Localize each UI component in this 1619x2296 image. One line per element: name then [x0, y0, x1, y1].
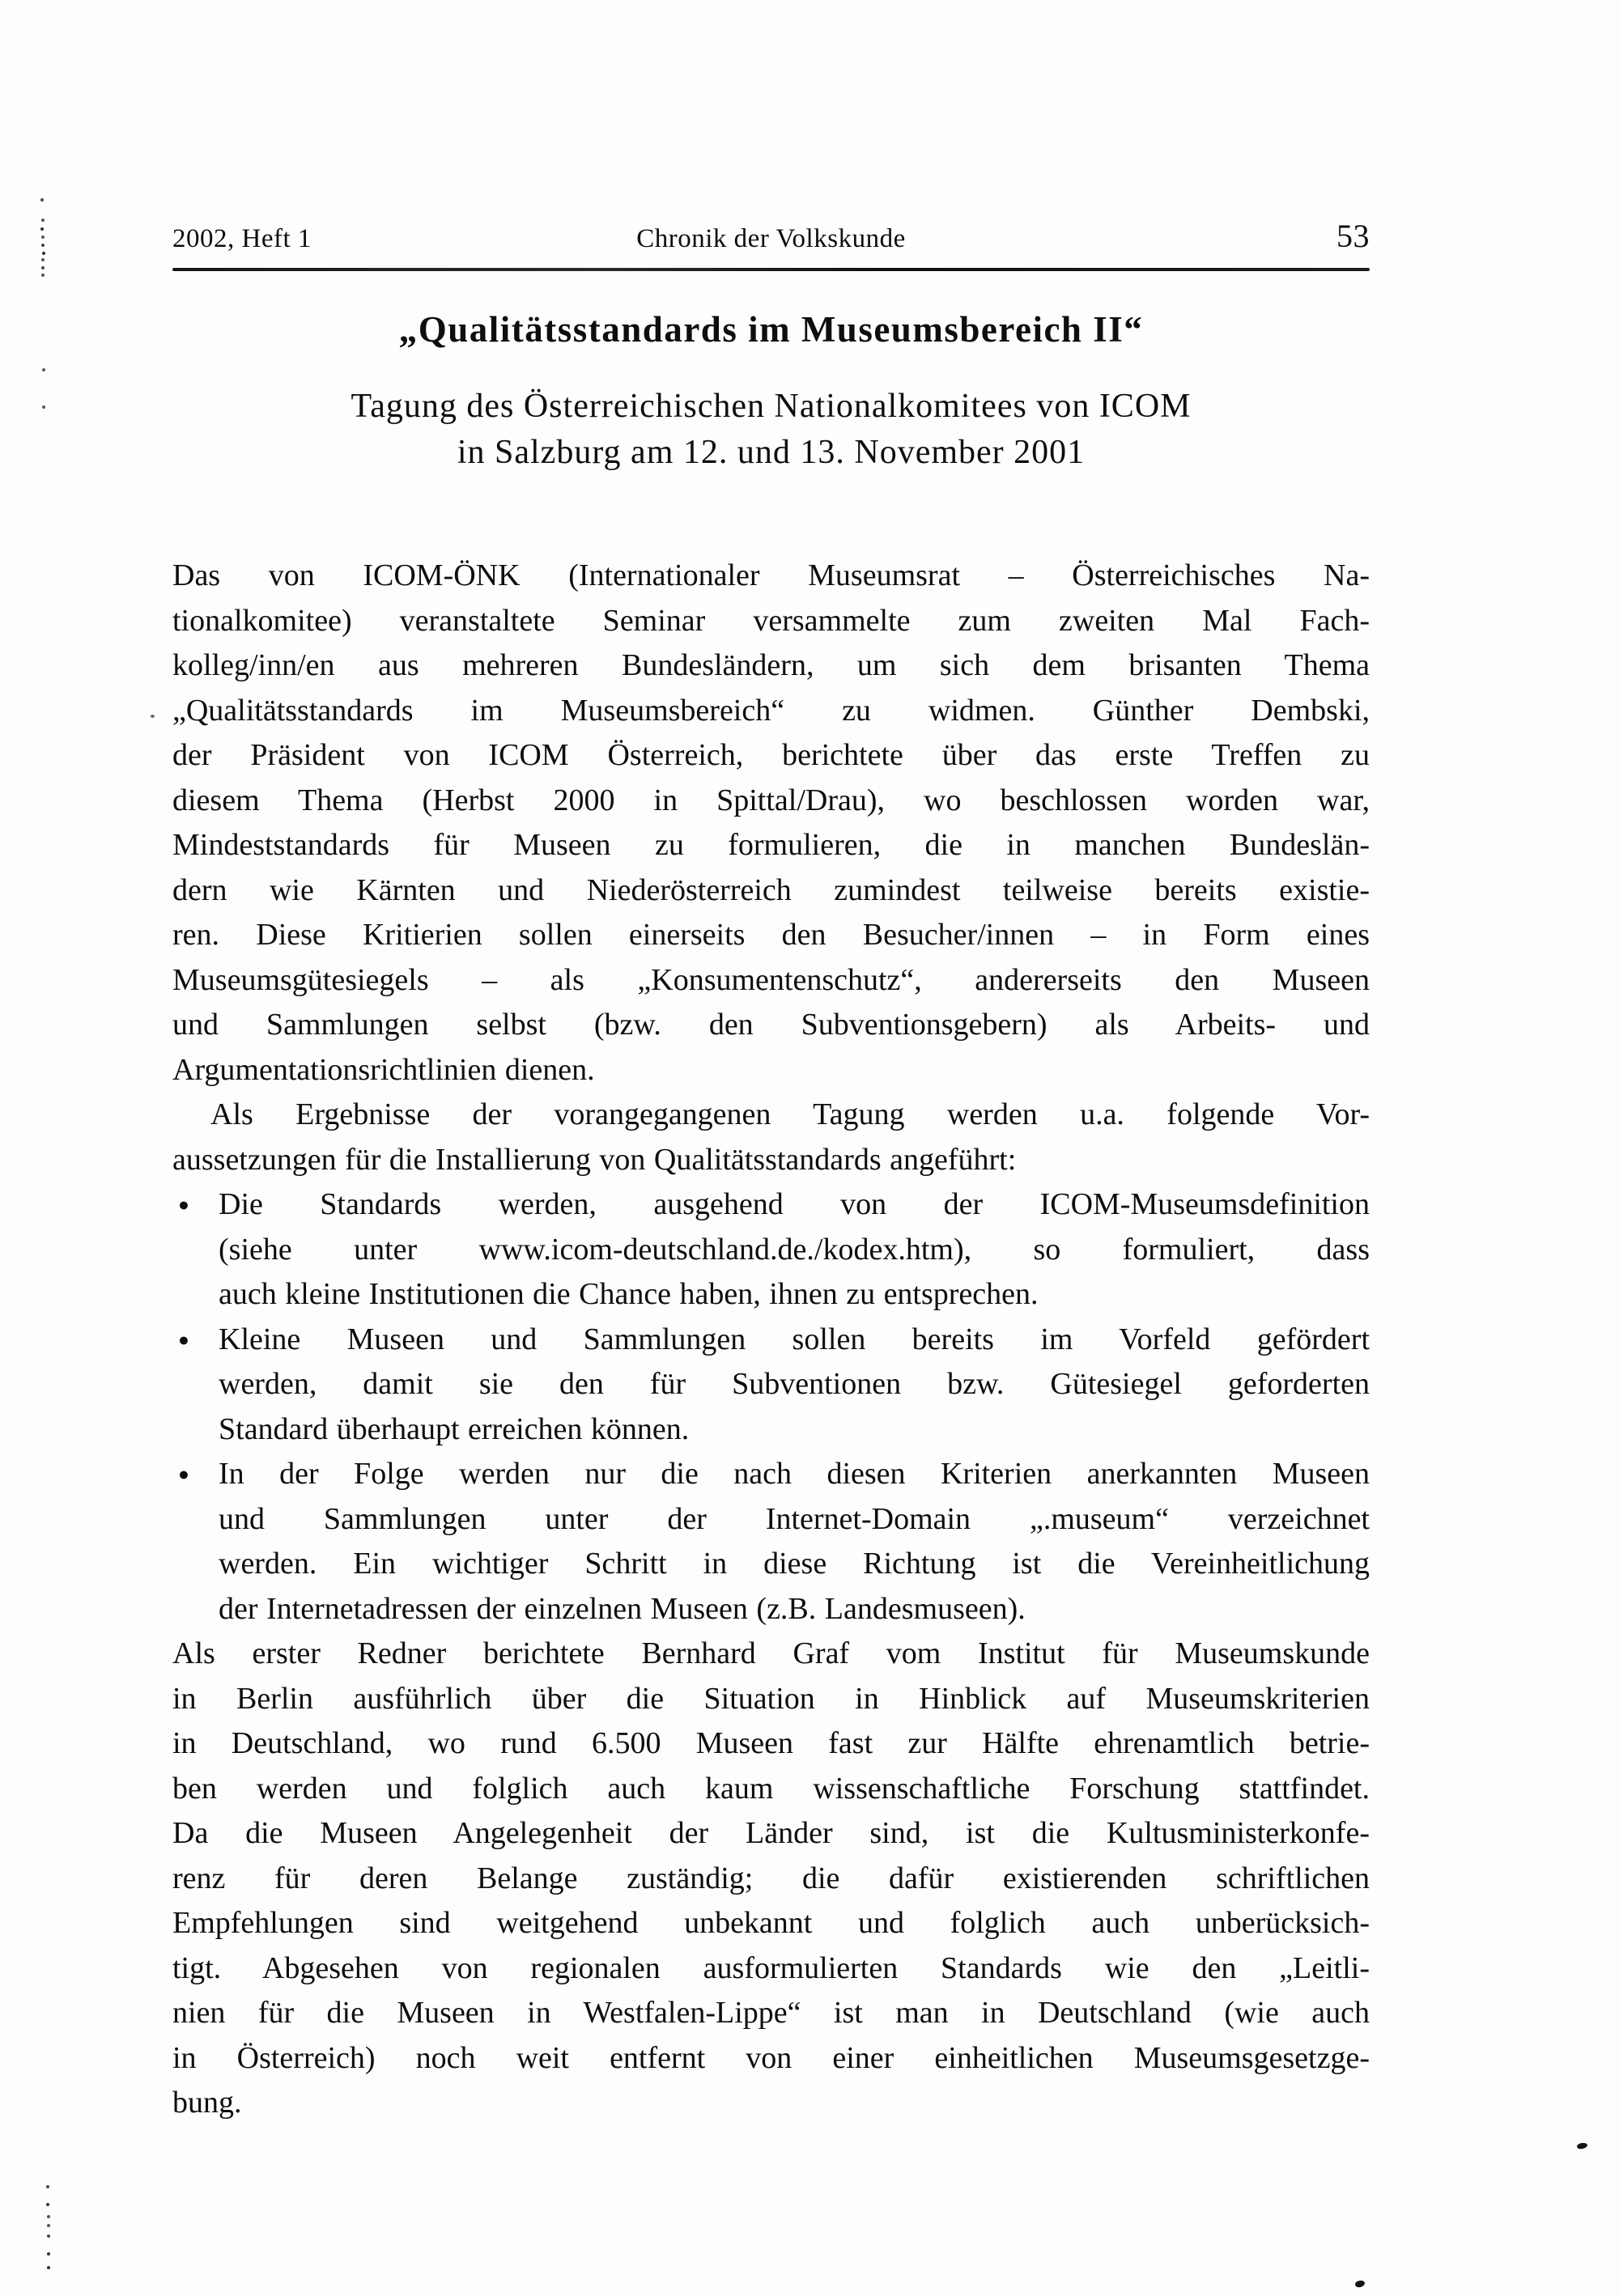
- text-line: der Präsident von ICOM Österreich, berichtete über das erste Treffen zu: [172, 738, 1370, 772]
- journal-title: Chronik der Volkskunde: [636, 224, 906, 253]
- text-line: der Internetadressen der einzelnen Museen (z.B. Landesmuseen).: [219, 1591, 1026, 1626]
- text-line: „Qualitätsstandards im Museumsbereich“ zu widmen. Günther Dembski,: [172, 693, 1370, 728]
- article-subtitle: [172, 384, 1370, 476]
- text-line: ben werden und folglich auch kaum wissenschaftliche Forschung stattfindet.: [172, 1771, 1370, 1806]
- bullet-item: [172, 1452, 1370, 1632]
- scan-artifact-speck: [1354, 2280, 1366, 2289]
- text-line: diesem Thema (Herbst 2000 in Spittal/Drau), wo beschlossen worden war,: [172, 783, 1370, 817]
- subtitle-line: in Salzburg am 12. und 13. November 2001: [457, 434, 1086, 471]
- bullet-icon: ●: [178, 1329, 189, 1350]
- bullet-icon: ●: [178, 1464, 189, 1484]
- text-line: Argumentationsrichtlinien dienen.: [172, 1052, 595, 1087]
- text-line: Die Standards werden, ausgehend von der ICOM-Museumsdefinition: [219, 1187, 1370, 1221]
- scan-artifact-speck: [1576, 2142, 1587, 2150]
- text-line: in Berlin ausführlich über die Situation in Hinblick auf Museumskriterien: [172, 1681, 1370, 1716]
- text-line: tigt. Abgesehen von regionalen ausformulierten Standards wie den „Leitli-: [172, 1950, 1370, 1985]
- text-line: in Deutschland, wo rund 6.500 Museen fast zur Hälfte ehrenamtlich betrie-: [172, 1726, 1370, 1760]
- text-line: und Sammlungen selbst (bzw. den Subventionsgebern) als Arbeits- und: [172, 1008, 1370, 1042]
- text-line: Empfehlungen sind weitgehend unbekannt und folglich auch unberücksich-: [172, 1906, 1370, 1940]
- running-head: [172, 217, 1370, 255]
- text-line: Museumsgütesiegels – als „Konsumentenschutz“, andererseits den Museen: [172, 962, 1370, 997]
- scan-artifact-dots-bottom: [46, 2185, 49, 2188]
- text-line: ren. Diese Kritierien sollen einerseits den Besucher/innen – in Form eines: [172, 918, 1370, 952]
- header-rule: [172, 268, 1370, 271]
- text-line: auch kleine Institutionen die Chance haben, ihnen zu entsprechen.: [219, 1277, 1039, 1311]
- bullet-icon: ●: [178, 1195, 189, 1215]
- text-line: Kleine Museen und Sammlungen sollen bereits im Vorfeld gefördert: [219, 1322, 1370, 1356]
- text-line: In der Folge werden nur die nach diesen Kriterien anerkannten Museen: [219, 1457, 1370, 1491]
- text-line: bung.: [172, 2086, 242, 2120]
- text-line: und Sammlungen unter der Internet-Domain „.museum“ verzeichnet: [219, 1501, 1370, 1536]
- bullet-item: [172, 1318, 1370, 1453]
- paragraph: [172, 554, 1370, 1093]
- text-line: Mindeststandards für Museen zu formulieren, die in manchen Bundeslän-: [172, 828, 1370, 862]
- journal-issue: 2002, Heft 1: [172, 224, 312, 253]
- text-line: tionalkomitee) veranstaltete Seminar versammelte zum zweiten Mal Fach-: [172, 603, 1370, 638]
- paragraph: [172, 1632, 1370, 2126]
- text-line: nien für die Museen in Westfalen-Lippe“ ist man in Deutschland (wie auch: [172, 1996, 1370, 2030]
- article-title: „Qualitätsstandards im Museumsbereich II“: [398, 309, 1144, 350]
- text-line: kolleg/inn/en aus mehreren Bundesländern, um sich dem brisanten Thema: [172, 648, 1370, 682]
- text-line: werden. Ein wichtiger Schritt in diese Richtung ist die Vereinheitlichung: [219, 1547, 1370, 1581]
- text-line: renz für deren Belange zuständig; die dafür existierenden schriftlichen: [172, 1861, 1370, 1895]
- text-line: Das von ICOM-ÖNK (Internationaler Museumsrat – Österreichisches Na-: [172, 558, 1370, 592]
- subtitle-line: Tagung des Österreichischen Nationalkomitees von ICOM: [351, 388, 1192, 425]
- text-line: werden, damit sie den für Subventionen bzw. Gütesiegel geforderten: [219, 1367, 1370, 1401]
- text-line: in Österreich) noch weit entfernt von einer einheitlichen Museumsgesetzge-: [172, 2040, 1370, 2075]
- text-line: Als Ergebnisse der vorangegangenen Tagung werden u.a. folgende Vor-: [210, 1097, 1370, 1131]
- text-line: dern wie Kärnten und Niederösterreich zumindest teilweise bereits existie-: [172, 872, 1370, 907]
- body-text: [172, 554, 1370, 2126]
- scan-artifact-dot: [151, 715, 155, 718]
- paragraph: [172, 1093, 1370, 1182]
- text-line: (siehe unter www.icom-deutschland.de./kodex.htm), so formuliert, dass: [219, 1232, 1370, 1267]
- text-line: Als erster Redner berichtete Bernhard Graf vom Institut für Museumskunde: [172, 1636, 1370, 1670]
- bullet-item: [172, 1182, 1370, 1318]
- scan-artifact-dots-top: [40, 198, 44, 202]
- page-number: 53: [1336, 218, 1370, 254]
- text-line: aussetzungen für die Installierung von Qualitätsstandards angeführt:: [172, 1142, 1017, 1177]
- text-line: Standard überhaupt erreichen können.: [219, 1411, 690, 1446]
- text-line: Da die Museen Angelegenheit der Länder sind, ist die Kultusministerkonfe-: [172, 1816, 1370, 1850]
